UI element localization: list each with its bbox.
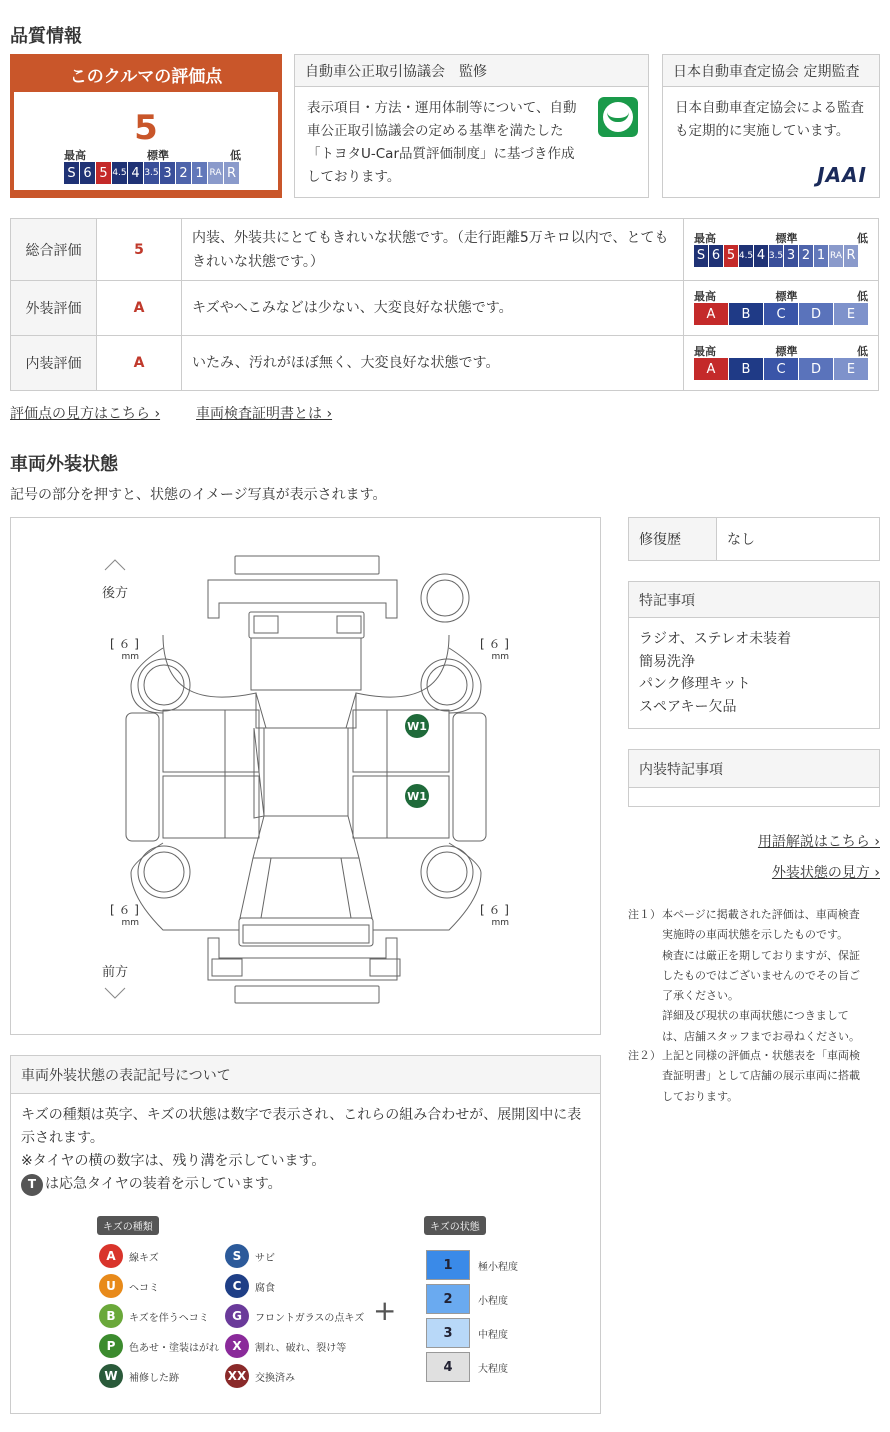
damage-type-P: P 色あせ・塗装はがれ (99, 1331, 219, 1361)
damage-type-C: C 腐食 (225, 1271, 364, 1301)
damage-type-icon: G (225, 1304, 249, 1328)
scale-C: C (764, 358, 798, 380)
types-right-list (225, 1241, 364, 1391)
scale-A: A (694, 303, 728, 325)
page-title: 品質情報 (10, 26, 82, 47)
damage-type-W: W 補修した跡 (99, 1361, 219, 1391)
damage-type-icon: U (99, 1274, 123, 1298)
states-list (426, 1248, 518, 1384)
scale-B: B (729, 303, 763, 325)
damage-state-4: 4 大程度 (426, 1350, 518, 1384)
damage-type-A: A 線キズ (99, 1241, 219, 1271)
scale-5: 5 (724, 245, 738, 267)
evaluation-grade: 5 (97, 219, 182, 281)
evaluation-label: 総合評価 (11, 219, 97, 281)
scale-S: S (694, 245, 708, 267)
scale-R: R (844, 245, 858, 267)
damage-state-3: 3 中程度 (426, 1316, 518, 1350)
label-low: 低 (230, 149, 241, 162)
types-left-list (99, 1241, 219, 1391)
scale-6: 6 (80, 162, 95, 184)
scale-R: R (224, 162, 239, 184)
damage-type-icon: X (225, 1334, 249, 1358)
scale-2: 2 (799, 245, 813, 267)
afta-box (294, 54, 649, 198)
evaluation-desc: キズやへこみなどは少ない、大変良好な状態です。 (182, 281, 684, 336)
scale-S: S (64, 162, 79, 184)
jaai-text: 日本自動車査定協会による監査も定期的に実施しています。 (675, 100, 864, 139)
evaluation-desc: 内装、外装共にとてもきれいな状態です。（走行距離5万キロ以内で、とてもきれいな状態です。） (182, 219, 684, 281)
scale-3.5: 3.5 (769, 245, 783, 267)
spare-tire-icon: T (21, 1174, 43, 1196)
legend-text-1: キズの種類は英字、キズの状態は数字で表示され、これらの組み合わせが、展開図中に表示されます。 (21, 1107, 582, 1146)
evaluation-scale: 最高 標準 低 A B C D E (684, 336, 879, 391)
afta-text: 表示項目・方法・運用体制等について、自動車公正取引協議会の定める基準を満たした「トヨタU-Car品質評価制度」に基づき作成しております。 (307, 100, 577, 185)
repair-value: なし (727, 532, 755, 548)
evaluation-row (11, 336, 879, 391)
evaluation-row (11, 281, 879, 336)
score-value: 5 (134, 108, 158, 148)
scale-4.5: 4.5 (112, 162, 127, 184)
plus-icon: + (373, 1294, 397, 1327)
damage-type-icon: B (99, 1304, 123, 1328)
tire-depth-front-left: [ ６ ] mm (110, 903, 139, 928)
scale-A: A (694, 358, 728, 380)
damage-type-icon: A (99, 1244, 123, 1268)
legend-title: 車両外装状態の表記記号について (11, 1056, 600, 1094)
note-item: 簡易洗浄 (639, 653, 695, 670)
evaluation-row (11, 219, 879, 281)
exterior-title: 車両外装状態 (10, 454, 118, 475)
damage-type-icon: C (225, 1274, 249, 1298)
scale-5: 5 (96, 162, 111, 184)
scale-4.5: 4.5 (739, 245, 753, 267)
repair-history (628, 517, 880, 561)
types-title: キズの種類 (97, 1216, 159, 1235)
score-box (10, 54, 282, 198)
damage-type-icon: XX (225, 1364, 249, 1388)
afta-title: 自動車公正取引協議会 監修 (295, 55, 648, 87)
afta-logo-icon (598, 97, 638, 137)
scale-2: 2 (176, 162, 191, 184)
exterior-subtitle: 記号の部分を押すと、状態のイメージ写真が表示されます。 (10, 487, 387, 503)
evaluation-label: 外装評価 (11, 281, 97, 336)
damage-type-X: X 割れ、破れ、裂け等 (225, 1331, 364, 1361)
legend-text-3: は応急タイヤの装着を示しています。 (45, 1176, 282, 1192)
legend-text-2: ※タイヤの横の数字は、残り溝を示しています。 (21, 1153, 326, 1169)
scale-1: 1 (192, 162, 207, 184)
front-label: 前方 (102, 965, 129, 980)
score-scale (64, 162, 241, 184)
scale-D: D (799, 358, 833, 380)
label-best: 最高 (64, 149, 86, 162)
note-item: パンク修理キット (639, 676, 751, 692)
interior-notes-title: 内装特記事項 (629, 750, 879, 788)
evaluation-scale: 最高 標準 低 S 6 5 4.5 4 3.5 3 2 1 RA R (684, 219, 879, 281)
scale-6: 6 (709, 245, 723, 267)
damage-type-icon: S (225, 1244, 249, 1268)
damage-state-2: 2 小程度 (426, 1282, 518, 1316)
scale-1: 1 (814, 245, 828, 267)
footnote-2: 注２） 上記と同様の評価点・状態表を「車両検 査証明書」として店舗の展示車両に搭載 しております。 (628, 1049, 860, 1103)
notes-box (628, 581, 880, 729)
evaluation-label: 内装評価 (11, 336, 97, 391)
scale-3.5: 3.5 (144, 162, 159, 184)
rear-label: 後方 (102, 586, 129, 601)
car-outline (11, 518, 600, 1034)
notes-title: 特記事項 (629, 582, 879, 618)
scale-D: D (799, 303, 833, 325)
scale-3: 3 (160, 162, 175, 184)
legend-box (10, 1055, 601, 1414)
scale-RA: RA (829, 245, 843, 267)
tire-depth-front-right: [ ６ ] mm (480, 903, 509, 928)
damage-type-U: U ヘコミ (99, 1271, 219, 1301)
notes-list (629, 618, 879, 728)
scale-RA: RA (208, 162, 223, 184)
exterior-guide-link[interactable]: 外装状態の見方 › (771, 865, 880, 881)
footnote-1: 注１） 本ページに掲載された評価は、車両検査 実施時の車両状態を示したものです。 検査には厳正を期しておりますが、保証 したものではございませんのでその旨ご 了承ください。 詳細及び現状の車両状態につきまして は、店舗スタッフまでお尋ねください。 (628, 908, 860, 1043)
scale-4: 4 (754, 245, 768, 267)
damage-type-S: S サビ (225, 1241, 364, 1271)
certificate-link[interactable]: 車両検査証明書とは › (196, 406, 333, 422)
damage-type-B: B キズを伴うヘコミ (99, 1301, 219, 1331)
note-item: ラジオ、ステレオ未装着 (639, 631, 792, 647)
tire-depth-rear-right: [ ６ ] mm (480, 637, 509, 662)
damage-state-1: 1 極小程度 (426, 1248, 518, 1282)
evaluation-desc: いたみ、汚れがほぼ無く、大変良好な状態です。 (182, 336, 684, 391)
evaluation-grade: A (97, 281, 182, 336)
evaluation-scale: 最高 標準 低 A B C D E (684, 281, 879, 336)
car-diagram (10, 517, 601, 1035)
scale-E: E (834, 358, 868, 380)
jaai-title: 日本自動車査定協会 定期監査 (663, 55, 879, 87)
damage-type-XX: XX 交換済み (225, 1361, 364, 1391)
states-title: キズの状態 (424, 1216, 486, 1235)
scale-C: C (764, 303, 798, 325)
jaai-box (662, 54, 880, 198)
score-box-title: このクルマの評価点 (69, 67, 223, 87)
scale-E: E (834, 303, 868, 325)
damage-mark-w1-front-door[interactable]: W1 (405, 784, 429, 808)
jaai-logo: JAAI (817, 163, 867, 187)
scale-3: 3 (784, 245, 798, 267)
label-standard: 標準 (147, 149, 169, 162)
evaluation-grade: A (97, 336, 182, 391)
damage-mark-w1-rear-door[interactable]: W1 (405, 714, 429, 738)
note-item: スペアキー欠品 (639, 698, 737, 715)
tire-depth-rear-left: [ ６ ] mm (110, 637, 139, 662)
scale-4: 4 (128, 162, 143, 184)
scale-B: B (729, 358, 763, 380)
repair-label: 修復歴 (629, 518, 717, 560)
how-to-read-link[interactable]: 評価点の見方はこちら › (10, 406, 161, 422)
damage-type-icon: W (99, 1364, 123, 1388)
damage-type-icon: P (99, 1334, 123, 1358)
interior-notes-box (628, 749, 880, 807)
glossary-link[interactable]: 用語解説はこちら › (757, 834, 880, 850)
damage-type-G: G フロントガラスの点キズ (225, 1301, 364, 1331)
evaluation-table (10, 218, 879, 391)
